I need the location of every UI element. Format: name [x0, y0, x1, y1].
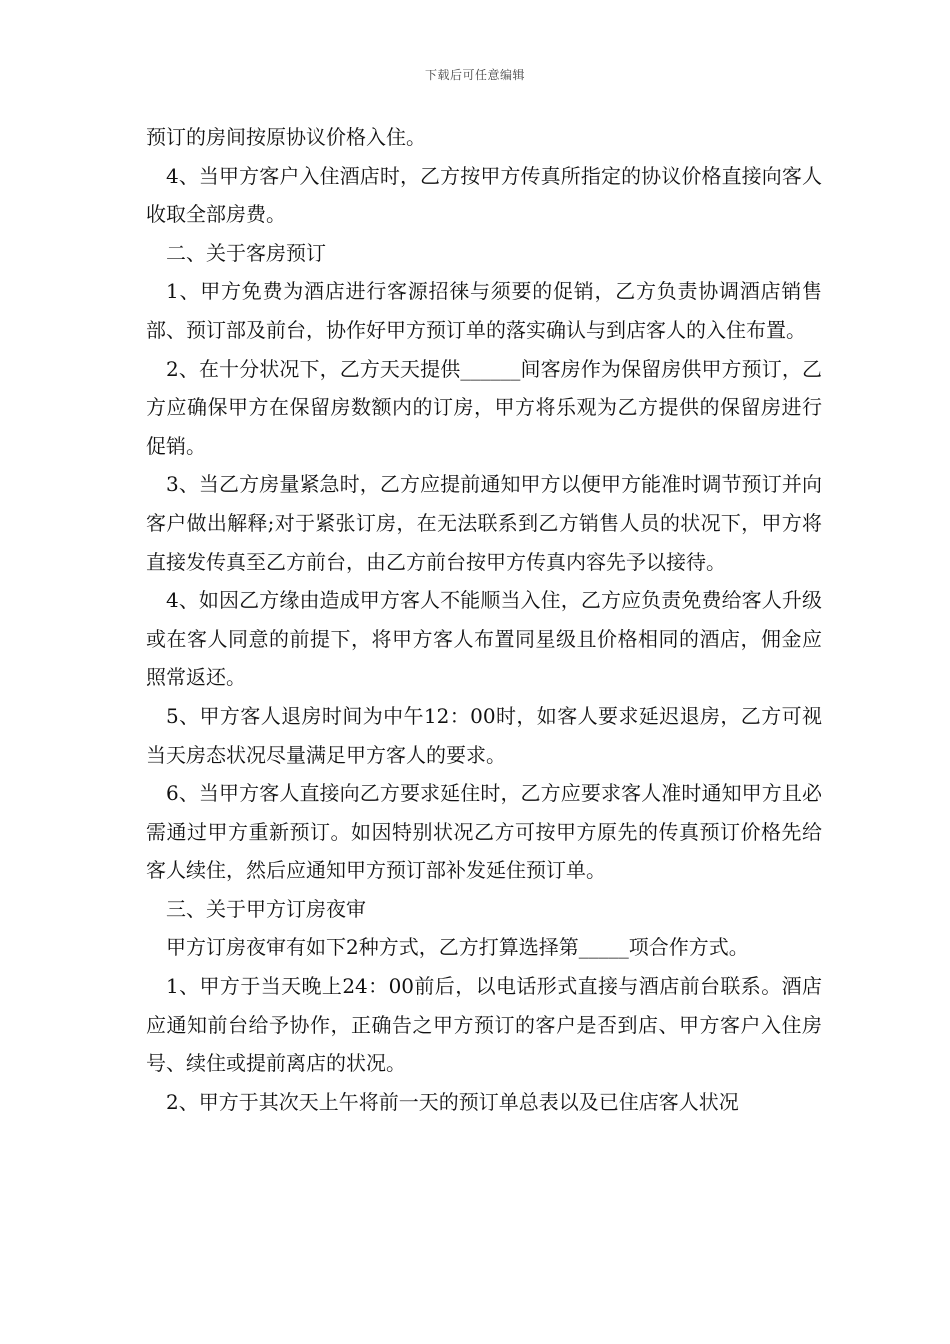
section-heading-room-booking: 二、关于客房预订 [166, 240, 326, 265]
section-heading-night-audit: 三、关于甲方订房夜审 [166, 896, 366, 921]
paragraph-clause-5: 5、甲方客人退房时间为中午12：00时，如客人要求延迟退房，乙方可视当天房态状况尽量满足甲方客人的要求。 [146, 703, 822, 767]
paragraph-clause-2: 2、在十分状况下，乙方天天提供______间客房作为保留房供甲方预订，乙方应确保甲方在保留房数额内的订房，甲方将乐观为乙方提供的保留房进行促销。 [146, 356, 822, 458]
paragraph-audit-option-1: 1、甲方于当天晚上24：00前后，以电话形式直接与酒店前台联系。酒店应通知前台给予协作，正确告之甲方预订的客户是否到店、甲方客户入住房号、续住或提前离店的状况。 [146, 974, 822, 1076]
paragraph-clause-1: 1、甲方免费为酒店进行客源招徕与须要的促销，乙方负责协调酒店销售部、预订部及前台，协作好甲方预订单的落实确认与到店客人的入住布置。 [146, 279, 822, 342]
paragraph-clause-4: 4、当甲方客户入住酒店时，乙方按甲方传真所指定的协议价格直接向客人收取全部房费。 [146, 163, 822, 227]
document-body [146, 118, 822, 1121]
paragraph-clause-3: 3、当乙方房量紧急时，乙方应提前通知甲方以便甲方能准时调节预订并向客户做出解释;对于紧张订房，在无法联系到乙方销售人员的状况下，甲方将直接发传真至乙方前台，由乙方前台按甲方传真内容先予以接待。 [146, 472, 822, 574]
paragraph-clause-6: 6、当甲方客人直接向乙方要求延住时，乙方应要求客人准时通知甲方且必需通过甲方重新预订。如因特别状况乙方可按甲方原先的传真预订价格先给客人续住，然后应通知甲方预订部补发延住预订单。 [146, 781, 822, 883]
page-header: 下载后可任意编辑 [424, 68, 525, 82]
paragraph-continuation: 预订的房间按原协议价格入住。 [146, 125, 426, 149]
paragraph-night-audit-intro: 甲方订房夜审有如下2种方式，乙方打算选择第_____项合作方式。 [166, 935, 749, 960]
paragraph-clause-4b: 4、如因乙方缘由造成甲方客人不能顺当入住，乙方应负责免费给客人升级或在客人同意的前提下，将甲方客人布置同星级且价格相同的酒店，佣金应照常返还。 [146, 588, 822, 690]
paragraph-audit-option-2: 2、甲方于其次天上午将前一天的预订单总表以及已住店客人状况 [166, 1089, 739, 1114]
